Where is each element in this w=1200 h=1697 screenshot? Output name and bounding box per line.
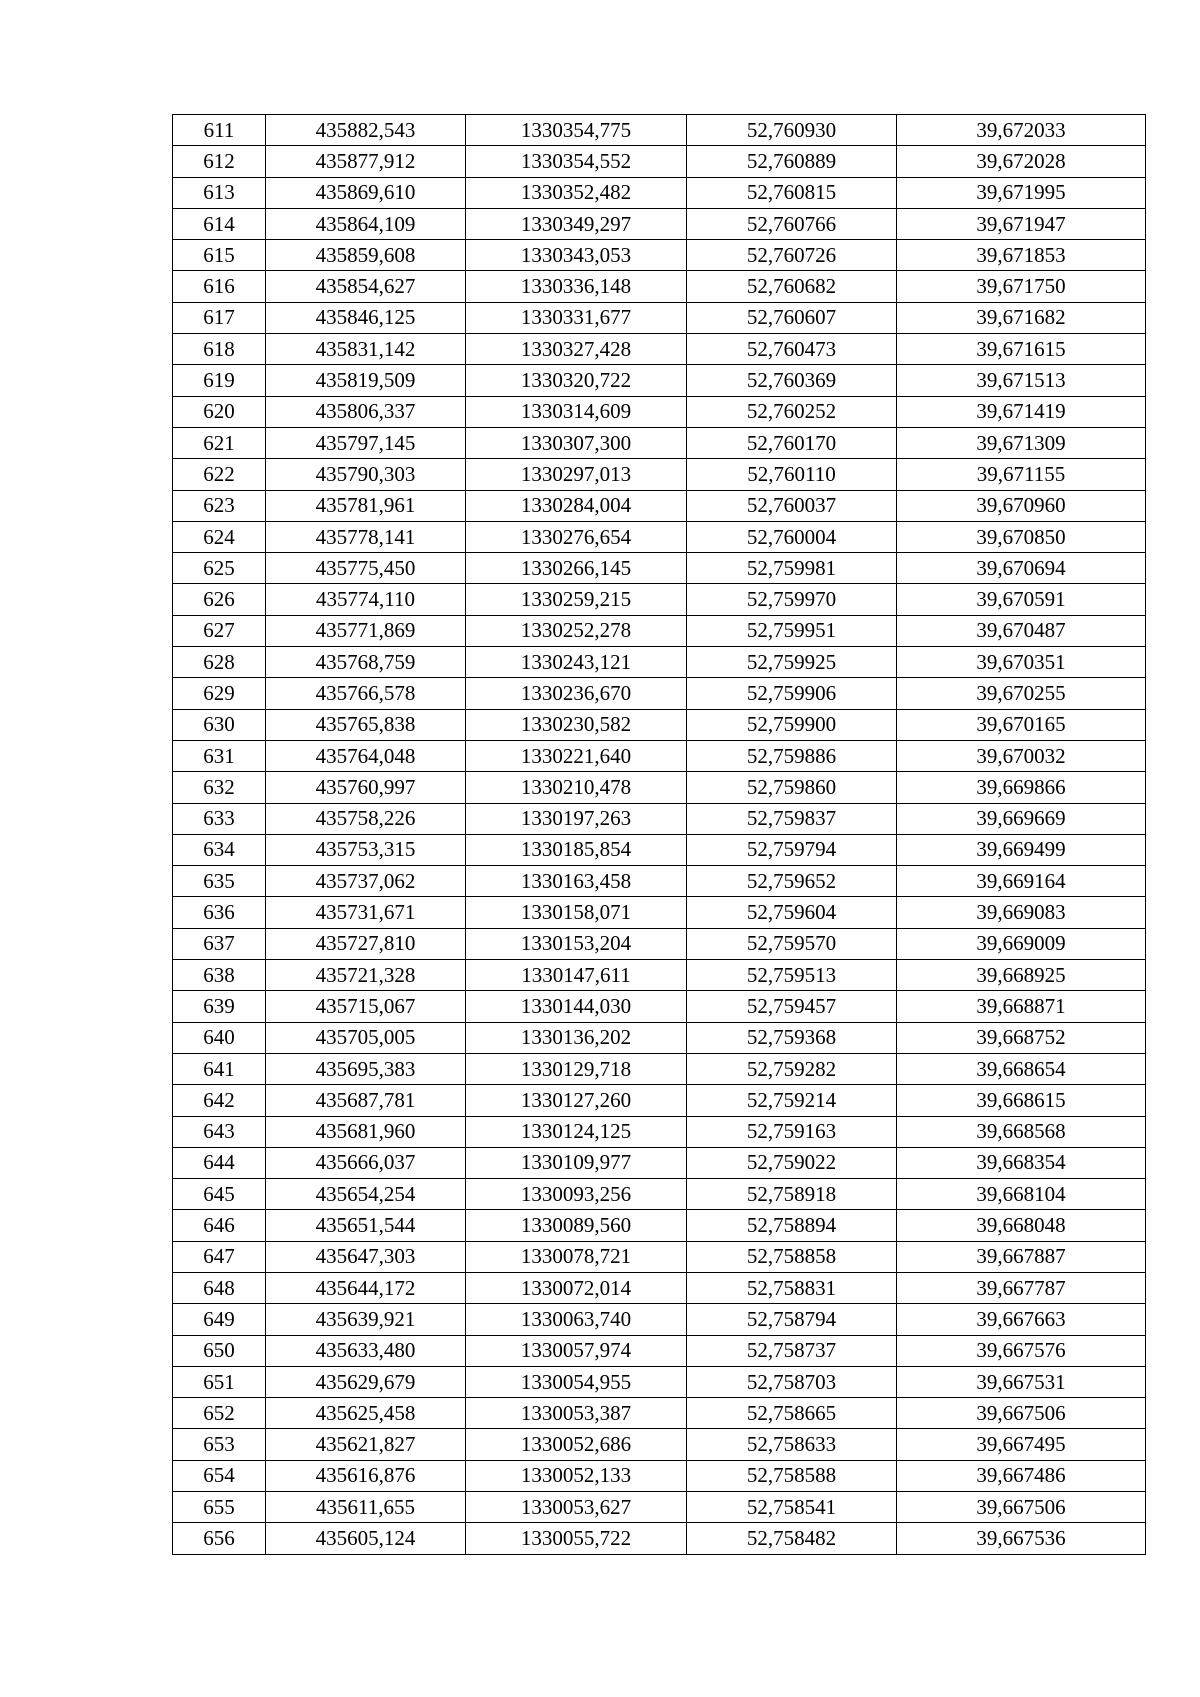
longitude-cell: 39,668615 [897,1085,1146,1116]
latitude-cell: 52,760726 [687,240,897,271]
y-coordinate-cell: 1330327,428 [466,334,687,365]
x-coordinate-cell: 435778,141 [266,521,466,552]
y-coordinate-cell: 1330314,609 [466,396,687,427]
longitude-cell: 39,668354 [897,1147,1146,1178]
point-number-cell: 650 [173,1335,266,1366]
longitude-cell: 39,667531 [897,1366,1146,1397]
y-coordinate-cell: 1330063,740 [466,1304,687,1335]
latitude-cell: 52,760110 [687,459,897,490]
latitude-cell: 52,759513 [687,960,897,991]
longitude-cell: 39,669083 [897,897,1146,928]
table-row [173,1116,1146,1147]
point-number-cell: 618 [173,334,266,365]
y-coordinate-cell: 1330230,582 [466,709,687,740]
y-coordinate-cell: 1330252,278 [466,615,687,646]
x-coordinate-cell: 435715,067 [266,991,466,1022]
latitude-cell: 52,760682 [687,271,897,302]
y-coordinate-cell: 1330354,552 [466,146,687,177]
longitude-cell: 39,670850 [897,521,1146,552]
point-number-cell: 644 [173,1147,266,1178]
y-coordinate-cell: 1330052,686 [466,1429,687,1460]
table-row [173,772,1146,803]
longitude-cell: 39,667506 [897,1492,1146,1523]
latitude-cell: 52,759022 [687,1147,897,1178]
x-coordinate-cell: 435639,921 [266,1304,466,1335]
x-coordinate-cell: 435616,876 [266,1460,466,1491]
longitude-cell: 39,671682 [897,302,1146,333]
longitude-cell: 39,668925 [897,960,1146,991]
table-row [173,177,1146,208]
y-coordinate-cell: 1330072,014 [466,1272,687,1303]
longitude-cell: 39,669866 [897,772,1146,803]
x-coordinate-cell: 435753,315 [266,834,466,865]
table-row [173,459,1146,490]
point-number-cell: 633 [173,803,266,834]
x-coordinate-cell: 435831,142 [266,334,466,365]
point-number-cell: 611 [173,115,266,146]
point-number-cell: 651 [173,1366,266,1397]
x-coordinate-cell: 435633,480 [266,1335,466,1366]
table-row [173,1053,1146,1084]
x-coordinate-cell: 435625,458 [266,1398,466,1429]
longitude-cell: 39,667787 [897,1272,1146,1303]
table-row [173,1460,1146,1491]
table-row [173,1179,1146,1210]
longitude-cell: 39,671750 [897,271,1146,302]
latitude-cell: 52,758588 [687,1460,897,1491]
y-coordinate-cell: 1330354,775 [466,115,687,146]
longitude-cell: 39,669164 [897,866,1146,897]
longitude-cell: 39,667663 [897,1304,1146,1335]
latitude-cell: 52,759981 [687,553,897,584]
y-coordinate-cell: 1330052,133 [466,1460,687,1491]
latitude-cell: 52,760766 [687,208,897,239]
latitude-cell: 52,758703 [687,1366,897,1397]
table-row [173,584,1146,615]
x-coordinate-cell: 435859,608 [266,240,466,271]
point-number-cell: 642 [173,1085,266,1116]
y-coordinate-cell: 1330147,611 [466,960,687,991]
point-number-cell: 613 [173,177,266,208]
x-coordinate-cell: 435766,578 [266,678,466,709]
table-row [173,490,1146,521]
latitude-cell: 52,760473 [687,334,897,365]
latitude-cell: 52,759652 [687,866,897,897]
x-coordinate-cell: 435647,303 [266,1241,466,1272]
latitude-cell: 52,758794 [687,1304,897,1335]
table-row [173,1366,1146,1397]
longitude-cell: 39,672028 [897,146,1146,177]
latitude-cell: 52,760889 [687,146,897,177]
longitude-cell: 39,668871 [897,991,1146,1022]
table-row [173,208,1146,239]
table-row [173,1335,1146,1366]
longitude-cell: 39,671947 [897,208,1146,239]
point-number-cell: 645 [173,1179,266,1210]
longitude-cell: 39,671513 [897,365,1146,396]
x-coordinate-cell: 435846,125 [266,302,466,333]
point-number-cell: 635 [173,866,266,897]
table-row [173,1210,1146,1241]
point-number-cell: 646 [173,1210,266,1241]
point-number-cell: 620 [173,396,266,427]
latitude-cell: 52,760037 [687,490,897,521]
y-coordinate-cell: 1330054,955 [466,1366,687,1397]
longitude-cell: 39,672033 [897,115,1146,146]
point-number-cell: 614 [173,208,266,239]
longitude-cell: 39,668752 [897,1022,1146,1053]
longitude-cell: 39,667536 [897,1523,1146,1554]
point-number-cell: 634 [173,834,266,865]
longitude-cell: 39,669499 [897,834,1146,865]
latitude-cell: 52,759886 [687,740,897,771]
y-coordinate-cell: 1330053,387 [466,1398,687,1429]
latitude-cell: 52,760004 [687,521,897,552]
longitude-cell: 39,667486 [897,1460,1146,1491]
latitude-cell: 52,759951 [687,615,897,646]
x-coordinate-cell: 435737,062 [266,866,466,897]
point-number-cell: 652 [173,1398,266,1429]
point-number-cell: 629 [173,678,266,709]
latitude-cell: 52,760930 [687,115,897,146]
latitude-cell: 52,759970 [687,584,897,615]
y-coordinate-cell: 1330284,004 [466,490,687,521]
point-number-cell: 622 [173,459,266,490]
x-coordinate-cell: 435758,226 [266,803,466,834]
table-row [173,396,1146,427]
x-coordinate-cell: 435854,627 [266,271,466,302]
latitude-cell: 52,759860 [687,772,897,803]
x-coordinate-cell: 435644,172 [266,1272,466,1303]
coordinates-table [172,114,1146,1555]
x-coordinate-cell: 435695,383 [266,1053,466,1084]
y-coordinate-cell: 1330243,121 [466,647,687,678]
table-row [173,521,1146,552]
latitude-cell: 52,760170 [687,427,897,458]
latitude-cell: 52,759794 [687,834,897,865]
x-coordinate-cell: 435877,912 [266,146,466,177]
longitude-cell: 39,668654 [897,1053,1146,1084]
table-row [173,1022,1146,1053]
point-number-cell: 640 [173,1022,266,1053]
longitude-cell: 39,671615 [897,334,1146,365]
latitude-cell: 52,758831 [687,1272,897,1303]
longitude-cell: 39,670960 [897,490,1146,521]
longitude-cell: 39,671155 [897,459,1146,490]
x-coordinate-cell: 435605,124 [266,1523,466,1554]
longitude-cell: 39,671309 [897,427,1146,458]
latitude-cell: 52,758482 [687,1523,897,1554]
point-number-cell: 616 [173,271,266,302]
y-coordinate-cell: 1330153,204 [466,928,687,959]
table-row [173,1398,1146,1429]
table-row [173,709,1146,740]
latitude-cell: 52,758633 [687,1429,897,1460]
latitude-cell: 52,758737 [687,1335,897,1366]
latitude-cell: 52,759900 [687,709,897,740]
y-coordinate-cell: 1330266,145 [466,553,687,584]
x-coordinate-cell: 435721,328 [266,960,466,991]
longitude-cell: 39,668104 [897,1179,1146,1210]
y-coordinate-cell: 1330163,458 [466,866,687,897]
y-coordinate-cell: 1330078,721 [466,1241,687,1272]
longitude-cell: 39,668048 [897,1210,1146,1241]
y-coordinate-cell: 1330197,263 [466,803,687,834]
latitude-cell: 52,759837 [687,803,897,834]
point-number-cell: 639 [173,991,266,1022]
latitude-cell: 52,758858 [687,1241,897,1272]
longitude-cell: 39,670487 [897,615,1146,646]
point-number-cell: 643 [173,1116,266,1147]
point-number-cell: 619 [173,365,266,396]
x-coordinate-cell: 435781,961 [266,490,466,521]
point-number-cell: 655 [173,1492,266,1523]
latitude-cell: 52,759163 [687,1116,897,1147]
table-row [173,365,1146,396]
table-row [173,991,1146,1022]
point-number-cell: 625 [173,553,266,584]
table-row [173,897,1146,928]
y-coordinate-cell: 1330343,053 [466,240,687,271]
longitude-cell: 39,670032 [897,740,1146,771]
longitude-cell: 39,667495 [897,1429,1146,1460]
y-coordinate-cell: 1330236,670 [466,678,687,709]
point-number-cell: 647 [173,1241,266,1272]
y-coordinate-cell: 1330127,260 [466,1085,687,1116]
table-row [173,803,1146,834]
x-coordinate-cell: 435806,337 [266,396,466,427]
table-row [173,553,1146,584]
y-coordinate-cell: 1330089,560 [466,1210,687,1241]
y-coordinate-cell: 1330336,148 [466,271,687,302]
table-row [173,302,1146,333]
point-number-cell: 656 [173,1523,266,1554]
y-coordinate-cell: 1330124,125 [466,1116,687,1147]
longitude-cell: 39,670165 [897,709,1146,740]
y-coordinate-cell: 1330057,974 [466,1335,687,1366]
y-coordinate-cell: 1330307,300 [466,427,687,458]
x-coordinate-cell: 435797,145 [266,427,466,458]
point-number-cell: 632 [173,772,266,803]
table-row [173,334,1146,365]
y-coordinate-cell: 1330221,640 [466,740,687,771]
y-coordinate-cell: 1330259,215 [466,584,687,615]
latitude-cell: 52,759368 [687,1022,897,1053]
latitude-cell: 52,759925 [687,647,897,678]
point-number-cell: 626 [173,584,266,615]
x-coordinate-cell: 435771,869 [266,615,466,646]
x-coordinate-cell: 435869,610 [266,177,466,208]
longitude-cell: 39,671419 [897,396,1146,427]
point-number-cell: 638 [173,960,266,991]
x-coordinate-cell: 435864,109 [266,208,466,239]
longitude-cell: 39,669009 [897,928,1146,959]
longitude-cell: 39,671995 [897,177,1146,208]
longitude-cell: 39,671853 [897,240,1146,271]
y-coordinate-cell: 1330185,854 [466,834,687,865]
table-row [173,928,1146,959]
x-coordinate-cell: 435666,037 [266,1147,466,1178]
x-coordinate-cell: 435651,544 [266,1210,466,1241]
longitude-cell: 39,668568 [897,1116,1146,1147]
point-number-cell: 628 [173,647,266,678]
table-row [173,115,1146,146]
y-coordinate-cell: 1330109,977 [466,1147,687,1178]
table-row [173,240,1146,271]
point-number-cell: 648 [173,1272,266,1303]
point-number-cell: 637 [173,928,266,959]
longitude-cell: 39,667887 [897,1241,1146,1272]
point-number-cell: 621 [173,427,266,458]
x-coordinate-cell: 435790,303 [266,459,466,490]
x-coordinate-cell: 435775,450 [266,553,466,584]
point-number-cell: 631 [173,740,266,771]
latitude-cell: 52,760252 [687,396,897,427]
latitude-cell: 52,758665 [687,1398,897,1429]
latitude-cell: 52,760369 [687,365,897,396]
x-coordinate-cell: 435882,543 [266,115,466,146]
coordinates-table-body [173,115,1146,1555]
table-row [173,1304,1146,1335]
table-row [173,1147,1146,1178]
point-number-cell: 649 [173,1304,266,1335]
x-coordinate-cell: 435611,655 [266,1492,466,1523]
latitude-cell: 52,759214 [687,1085,897,1116]
latitude-cell: 52,758541 [687,1492,897,1523]
point-number-cell: 636 [173,897,266,928]
latitude-cell: 52,759570 [687,928,897,959]
table-row [173,615,1146,646]
x-coordinate-cell: 435731,671 [266,897,466,928]
table-row [173,960,1146,991]
x-coordinate-cell: 435654,254 [266,1179,466,1210]
y-coordinate-cell: 1330055,722 [466,1523,687,1554]
x-coordinate-cell: 435687,781 [266,1085,466,1116]
point-number-cell: 630 [173,709,266,740]
longitude-cell: 39,670694 [897,553,1146,584]
y-coordinate-cell: 1330349,297 [466,208,687,239]
point-number-cell: 654 [173,1460,266,1491]
table-row [173,427,1146,458]
point-number-cell: 627 [173,615,266,646]
latitude-cell: 52,759282 [687,1053,897,1084]
x-coordinate-cell: 435681,960 [266,1116,466,1147]
y-coordinate-cell: 1330144,030 [466,991,687,1022]
y-coordinate-cell: 1330276,654 [466,521,687,552]
x-coordinate-cell: 435819,509 [266,365,466,396]
y-coordinate-cell: 1330053,627 [466,1492,687,1523]
y-coordinate-cell: 1330352,482 [466,177,687,208]
y-coordinate-cell: 1330320,722 [466,365,687,396]
x-coordinate-cell: 435727,810 [266,928,466,959]
latitude-cell: 52,758918 [687,1179,897,1210]
latitude-cell: 52,759457 [687,991,897,1022]
latitude-cell: 52,759604 [687,897,897,928]
point-number-cell: 623 [173,490,266,521]
latitude-cell: 52,760607 [687,302,897,333]
point-number-cell: 624 [173,521,266,552]
latitude-cell: 52,760815 [687,177,897,208]
point-number-cell: 641 [173,1053,266,1084]
point-number-cell: 653 [173,1429,266,1460]
x-coordinate-cell: 435765,838 [266,709,466,740]
table-row [173,834,1146,865]
x-coordinate-cell: 435774,110 [266,584,466,615]
table-row [173,678,1146,709]
table-row [173,146,1146,177]
table-row [173,271,1146,302]
y-coordinate-cell: 1330136,202 [466,1022,687,1053]
point-number-cell: 617 [173,302,266,333]
y-coordinate-cell: 1330093,256 [466,1179,687,1210]
longitude-cell: 39,669669 [897,803,1146,834]
table-row [173,1492,1146,1523]
table-row [173,740,1146,771]
table-row [173,647,1146,678]
x-coordinate-cell: 435768,759 [266,647,466,678]
x-coordinate-cell: 435760,997 [266,772,466,803]
longitude-cell: 39,667576 [897,1335,1146,1366]
longitude-cell: 39,670591 [897,584,1146,615]
table-row [173,1085,1146,1116]
longitude-cell: 39,670351 [897,647,1146,678]
x-coordinate-cell: 435705,005 [266,1022,466,1053]
y-coordinate-cell: 1330297,013 [466,459,687,490]
table-row [173,866,1146,897]
longitude-cell: 39,670255 [897,678,1146,709]
table-row [173,1272,1146,1303]
longitude-cell: 39,667506 [897,1398,1146,1429]
x-coordinate-cell: 435629,679 [266,1366,466,1397]
table-row [173,1429,1146,1460]
latitude-cell: 52,758894 [687,1210,897,1241]
latitude-cell: 52,759906 [687,678,897,709]
y-coordinate-cell: 1330210,478 [466,772,687,803]
y-coordinate-cell: 1330158,071 [466,897,687,928]
table-row [173,1523,1146,1554]
point-number-cell: 615 [173,240,266,271]
x-coordinate-cell: 435764,048 [266,740,466,771]
y-coordinate-cell: 1330129,718 [466,1053,687,1084]
x-coordinate-cell: 435621,827 [266,1429,466,1460]
table-row [173,1241,1146,1272]
y-coordinate-cell: 1330331,677 [466,302,687,333]
point-number-cell: 612 [173,146,266,177]
